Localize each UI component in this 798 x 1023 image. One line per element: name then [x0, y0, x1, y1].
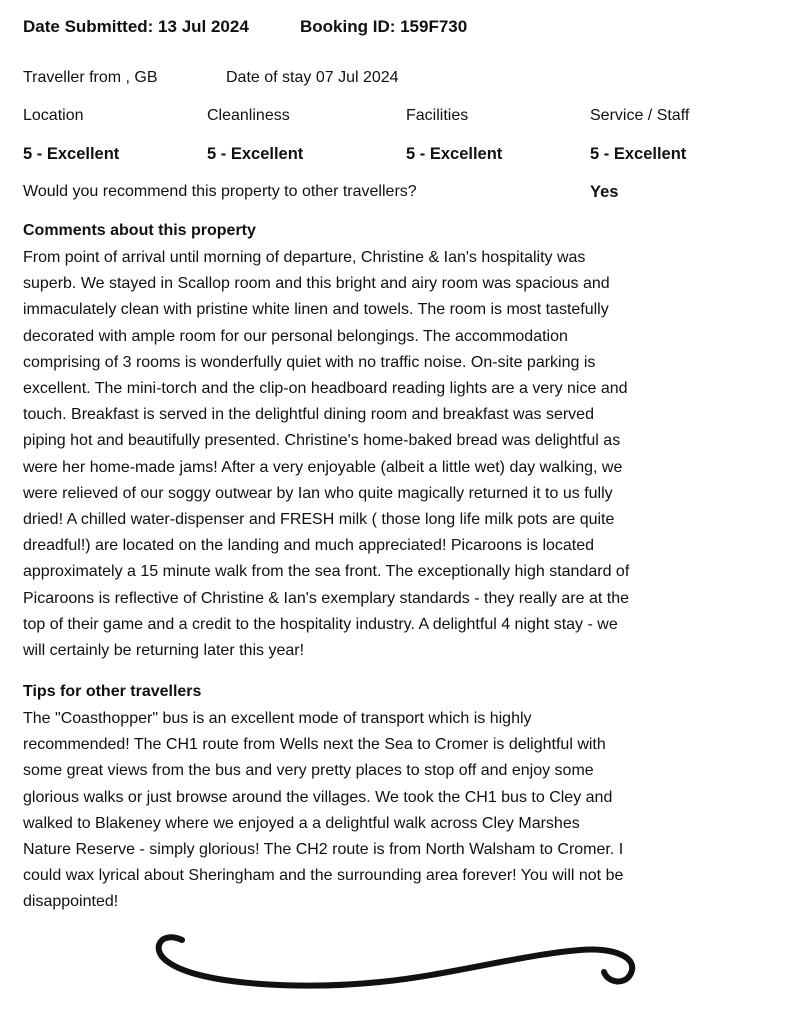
tip-line: recommended! The CH1 route from Wells next the Sea to Cromer is delightful with	[23, 736, 606, 754]
comment-line: piping hot and beautifully presented. Christine's home-baked bread was delightful as	[23, 432, 621, 450]
comment-line: were her home-made jams! After a very enjoyable (albeit a little wet) day walking, we	[23, 458, 623, 476]
rating-label-facilities: Facilities	[406, 107, 469, 124]
tips-heading: Tips for other travellers	[23, 683, 202, 700]
recommend-answer: Yes	[590, 183, 619, 201]
tip-line: could wax lyrical about Sheringham and the surrounding area forever! You will not be	[23, 867, 624, 885]
comment-line: touch. Breakfast is served in the delightful dining room and breakfast was served	[23, 406, 594, 424]
rating-label-cleanliness: Cleanliness	[207, 107, 290, 124]
tip-line: some great views from the bus and very pretty places to stop off and enjoy some	[23, 762, 594, 780]
comment-line: immaculately clean with pristine white linen and towels. The room is most tastefully	[23, 301, 609, 319]
comment-line: excellent. The mini-torch and the clip-on headboard reading lights are a very nice and	[23, 380, 628, 398]
comment-line: comprising of 3 rooms is wonderfully quiet with no traffic noise. On-site parking is	[23, 353, 596, 371]
rating-value-cleanliness: 5 - Excellent	[207, 145, 304, 163]
recommend-question: Would you recommend this property to other travellers?	[23, 183, 417, 200]
comment-line: Picaroons is reflective of Christine & Ian's exemplary standards - they really are at the	[23, 589, 629, 607]
comment-line: were relieved of our soggy outwear by Ian who quite magically returned it to us fully	[23, 484, 613, 502]
date-submitted: Date Submitted: 13 Jul 2024	[23, 17, 249, 36]
traveller-origin: Traveller from , GB	[23, 69, 158, 86]
date-of-stay: Date of stay 07 Jul 2024	[226, 69, 399, 86]
tip-line: The "Coasthopper" bus is an excellent mode of transport which is highly	[23, 710, 532, 727]
rating-value-location: 5 - Excellent	[23, 145, 120, 163]
rating-label-service: Service / Staff	[590, 107, 690, 124]
rating-value-service: 5 - Excellent	[590, 145, 687, 163]
comment-line: top of their game and a credit to the hospitality industry. A delightful 4 night stay - we	[23, 615, 618, 633]
comments-heading: Comments about this property	[23, 222, 256, 239]
comment-line: decorated with ample room for our personal belongings. The accommodation	[23, 327, 568, 345]
comment-line: will certainly be returning later this year!	[23, 642, 305, 660]
tip-line: disappointed!	[23, 893, 119, 911]
rating-value-facilities: 5 - Excellent	[406, 145, 503, 163]
booking-id: Booking ID: 159F730	[300, 17, 468, 36]
comment-line: dreadful!) are located on the landing and much appreciated! Picaroons is located	[23, 537, 595, 555]
rating-label-location: Location	[23, 107, 84, 124]
comment-line: superb. We stayed in Scallop room and this bright and airy room was spacious and	[23, 275, 610, 293]
comment-line: dried! A chilled water-dispenser and FRESH milk ( those long life milk pots are quite	[23, 511, 615, 529]
comment-line: approximately a 15 minute walk from the sea front. The exceptionally high standard of	[23, 563, 630, 581]
tip-line: glorious walks or just browse around the villages. We took the CH1 bus to Cley and	[23, 788, 613, 806]
comment-line: From point of arrival until morning of departure, Christine & Ian's hospitality was	[23, 249, 586, 266]
tip-line: Nature Reserve - simply glorious! The CH2 route is from North Walsham to Cromer. I	[23, 841, 624, 859]
tip-line: walked to Blakeney where we enjoyed a a delightful walk across Cley Marshes	[23, 814, 580, 832]
